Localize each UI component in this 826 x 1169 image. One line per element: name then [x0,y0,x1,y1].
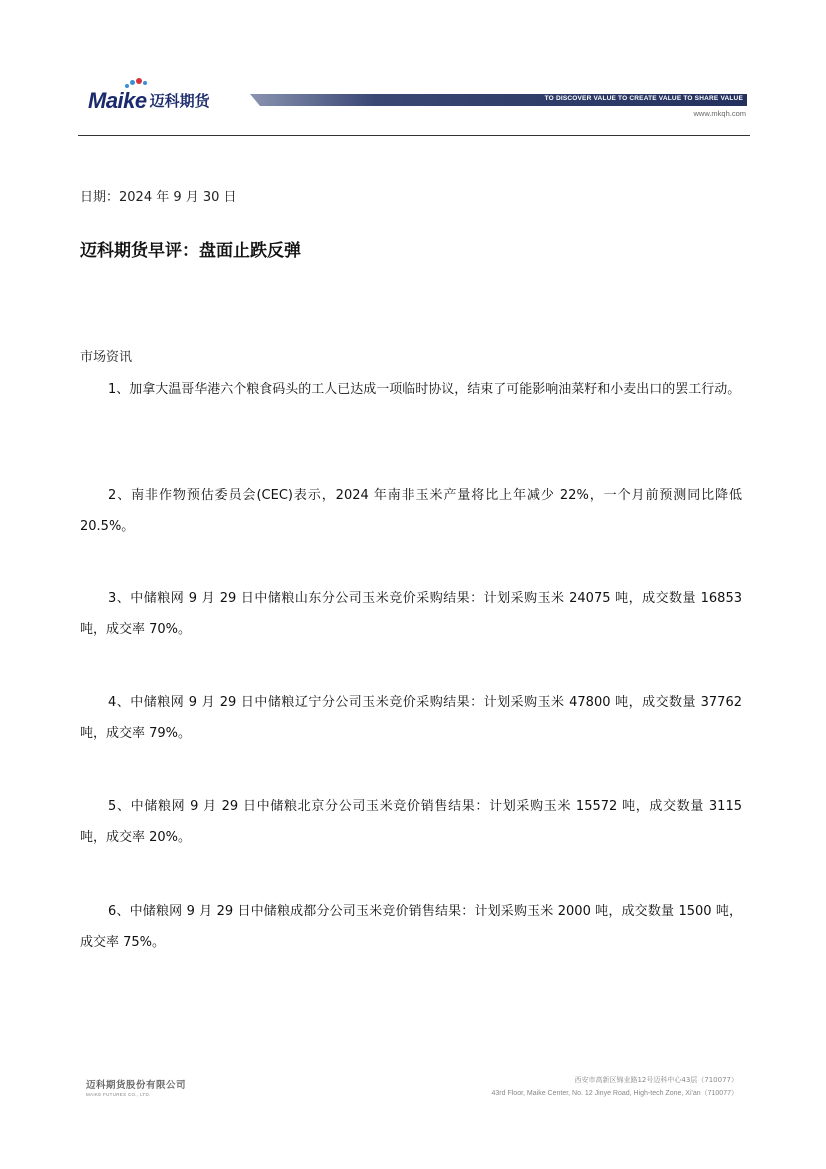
news-item-2: 2、南非作物预估委员会(CEC)表示，2024 年南非玉米产量将比上年减少 22%，一个月前预测同比降低 20.5%。 [80,488,742,534]
report-date: 日期：2024 年 9 月 30 日 [80,190,237,205]
footer-company [86,1077,186,1097]
news-item-5: 5、中储粮网 9 月 29 日中储粮北京分公司玉米竞价销售结果：计划采购玉米 15572 吨，成交数量 3115 吨，成交率 20%。 [80,799,742,845]
footer-address-cn: 西安市高新区锦业路12号迈科中心43层（710077） [574,1076,738,1084]
logo-wordmark: Maike [88,88,147,113]
logo-chinese-name: 迈科期货 [149,92,210,110]
page-header [0,0,826,140]
banner-tagline: TO DISCOVER VALUE TO CREATE VALUE TO SHARE VALUE [544,95,743,102]
footer-company-en: MAIKE FUTURES CO., LTD. [86,1092,151,1097]
header-divider [78,135,750,136]
news-item-6: 6、中储粮网 9 月 29 日中储粮成都分公司玉米竞价销售结果：计划采购玉米 2000 吨，成交数量 1500 吨，成交率 75%。 [80,904,742,950]
news-item-3: 3、中储粮网 9 月 29 日中储粮山东分公司玉米竞价采购结果：计划采购玉米 24075 吨，成交数量 16853 吨，成交率 70%。 [80,591,742,637]
report-title: 迈科期货早评：盘面止跌反弹 [80,241,301,261]
section-title: 市场资讯 [80,350,133,365]
footer-address-en: 43rd Floor, Maike Center, No. 12 Jinye Road, High-tech Zone, Xi'an（710077） [491,1090,738,1097]
footer-address [492,1075,738,1098]
footer-company-cn: 迈科期货股份有限公司 [86,1080,187,1091]
website-url: www.mkqh.com [693,109,746,118]
company-logo [88,80,210,112]
news-item-4: 4、中储粮网 9 月 29 日中储粮辽宁分公司玉米竞价采购结果：计划采购玉米 47800 吨，成交数量 37762 吨，成交率 79%。 [80,695,742,741]
news-item-1: 1、加拿大温哥华港六个粮食码头的工人已达成一项临时协议，结束了可能影响油菜籽和小麦出口的罢工行动。 [108,382,741,397]
logo-dots-icon [125,78,149,90]
